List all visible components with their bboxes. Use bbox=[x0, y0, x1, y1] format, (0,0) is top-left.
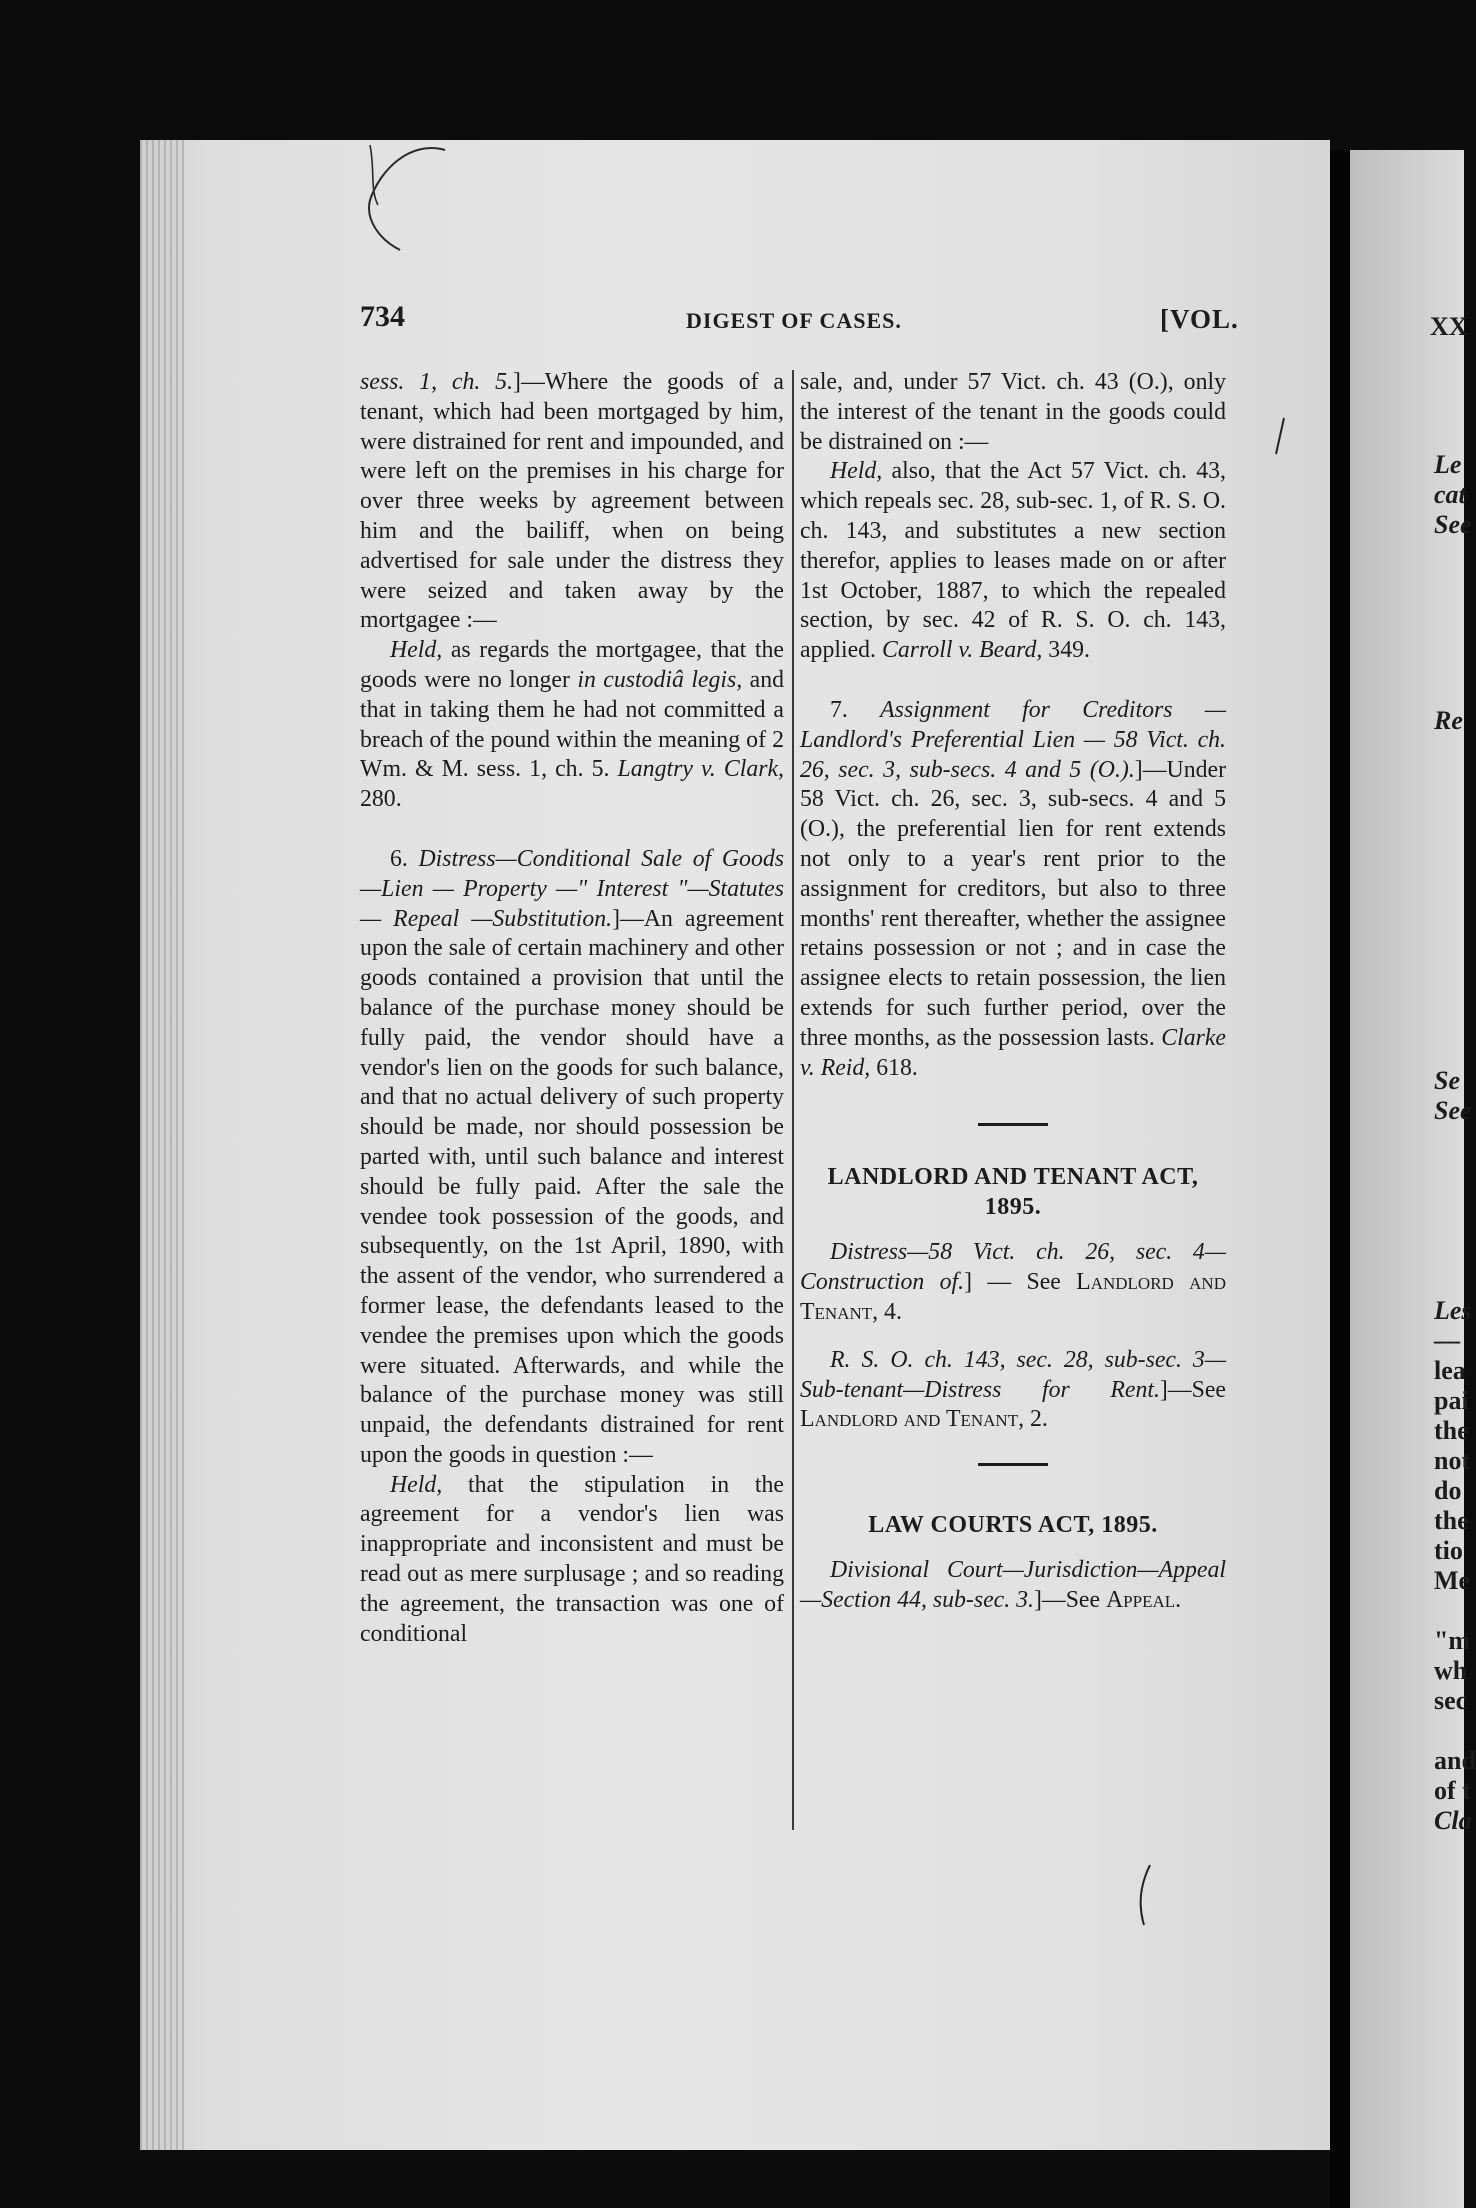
entry-text: ]—An agreement upon the sale of certain machinery and other goods contained a provision that until the balance of the purchase money should be fully paid, the vendor should have a vendor's lien on the goods for such balance, and that no actual delivery of such property should be made, nor should possession be parted with, until such balance and interest should be fully paid. After the sale the vendee took possession of the goods, and subsequently, on the 1st April, 1890, with the assent of the vendor, who surrendered a former lease, the defendants leased to the vendee the premises upon which the goods were situated. Afterwards, and while the balance of the purchase money was still unpaid, the defendants distrained for rent upon the goods in question :— bbox=[360, 905, 784, 1468]
holding-text: as regards the mortgagee, that the goods were no longer bbox=[360, 637, 784, 693]
next-page-fragment: the bbox=[1434, 1506, 1469, 1535]
entry-title: R. S. O. ch. 143, sec. 28, sub-sec. 3—Sub-tenant—Distress for Rent. bbox=[800, 1346, 1226, 1403]
right-column bbox=[800, 368, 1226, 1616]
entry-text: sale, and, under 57 Vict. ch. 43 (O.), only the interest of the tenant in the goods could be distrained on :— bbox=[800, 369, 1226, 455]
next-page-fragment: "m bbox=[1434, 1626, 1471, 1655]
pencil-mark-icon bbox=[340, 130, 480, 270]
latin-phrase: in custodiâ legis, bbox=[577, 666, 743, 693]
entry-continuation bbox=[360, 368, 784, 636]
case-page: 280. bbox=[360, 786, 402, 813]
section-year: 1895. bbox=[984, 1194, 1042, 1221]
entry-number: 7. bbox=[830, 696, 881, 723]
holding-text: also, that the Act 57 Vict. ch. 43, which repeals sec. 28, sub-sec. 1, of R. S. O. ch. 143, and substitutes a new section therefor, applies to leases made on or after 1st October, 1887, to which the repealed section, by sec. 42 of R. S. O. ch. 143, applied. bbox=[800, 458, 1226, 664]
holding-paragraph bbox=[800, 457, 1226, 666]
pencil-tick-icon bbox=[1270, 416, 1290, 456]
case-name: Carroll v. Beard, bbox=[881, 637, 1043, 664]
entry-number: 6. bbox=[390, 845, 419, 872]
next-page-fragment: Les bbox=[1434, 1296, 1472, 1325]
see-text: ]—See bbox=[1159, 1376, 1226, 1403]
cross-reference-entry bbox=[800, 1238, 1226, 1327]
cross-reference-number: , 4. bbox=[872, 1298, 902, 1325]
next-page-fragment: See bbox=[1434, 1096, 1472, 1125]
see-text: ] — See bbox=[964, 1269, 1077, 1296]
next-page-fragment: pai bbox=[1434, 1386, 1469, 1415]
next-page-fragment: not bbox=[1434, 1446, 1471, 1475]
entry-title: Distress—58 Vict. ch. 26, sec. 4—Construction of. bbox=[800, 1239, 1226, 1296]
next-page-fragment: — bbox=[1434, 1326, 1460, 1355]
entry-text: ]—Under 58 Vict. ch. 26, sec. 3, sub-secs. 4 and 5 (O.), the preferential lien for rent extends not only to a year's rent prior to the assignment for creditors, but also to three months' rent thereafter, whether the assignee retains possession or not ; and in case the assignee elects to retain possession, the lien extends for such further period, over the three months, as the possession lasts. bbox=[800, 756, 1226, 1051]
cross-reference-entry bbox=[800, 1346, 1226, 1435]
pencil-tick-icon bbox=[1130, 1860, 1160, 1930]
entry-6 bbox=[360, 845, 784, 1471]
next-page-fragment: of t bbox=[1434, 1776, 1471, 1805]
next-page-fragment: cat bbox=[1434, 480, 1466, 509]
case-page: 618. bbox=[870, 1054, 918, 1081]
next-page-fragment: Cla bbox=[1434, 1806, 1472, 1835]
section-heading-law-courts-act: LAW COURTS ACT, 1895. bbox=[868, 1512, 1158, 1539]
next-page-fragment: lea bbox=[1434, 1356, 1466, 1385]
next-page-fragment: Re bbox=[1434, 706, 1463, 735]
entry-title: Assignment for Creditors — Landlord's Preferential Lien — 58 Vict. ch. 26, sec. 3, sub-secs. 4 and 5 (O.). bbox=[800, 696, 1227, 783]
next-page-fragment: and bbox=[1434, 1746, 1476, 1775]
cross-reference: Landlord and Tenant bbox=[800, 1269, 1226, 1325]
section-heading-landlord-tenant-act bbox=[800, 1162, 1226, 1222]
next-page-fragment: sec bbox=[1434, 1686, 1468, 1715]
page-edge-shading bbox=[140, 140, 184, 2150]
held-label: Held, bbox=[830, 458, 883, 485]
entry-continuation bbox=[800, 368, 1226, 457]
volume-label: [VOL. bbox=[1160, 304, 1239, 334]
entry-7 bbox=[800, 696, 1226, 1083]
held-label: Held, bbox=[390, 1471, 443, 1498]
left-column bbox=[360, 368, 784, 1649]
holding-paragraph bbox=[360, 1471, 784, 1650]
holding-text: and that in taking them he had not committed a breach of the pound within the meaning of 2 Wm. & M. sess. 1, ch. 5. bbox=[360, 666, 784, 783]
next-page-fragment: tio bbox=[1434, 1536, 1463, 1565]
column-divider bbox=[792, 370, 794, 1830]
holding-text: that the stipulation in the agreement for a vendor's lien was inappropriate and inconsistent and must be read out as mere surplusage ; and so reading the agreement, the transaction was one of conditional bbox=[360, 1471, 784, 1647]
book-gutter bbox=[1330, 150, 1350, 2208]
next-page-fragment: XX bbox=[1430, 312, 1468, 341]
cross-reference: Appeal. bbox=[1106, 1586, 1182, 1613]
next-page-fragment: do bbox=[1434, 1476, 1462, 1505]
next-page-fragment: Me bbox=[1434, 1566, 1471, 1595]
case-name: Langtry v. Clark, bbox=[617, 756, 784, 783]
next-page-fragment: the bbox=[1434, 1416, 1469, 1445]
entry-title: Divisional Court—Jurisdiction—Appeal—Section 44, sub-sec. 3. bbox=[800, 1557, 1226, 1613]
entry-title: Distress—Conditional Sale of Goods—Lien — Property —" Interest "—Statutes — Repeal —Substitution. bbox=[360, 845, 785, 932]
entry-text: ]—Where the goods of a tenant, which had been mortgaged by him, were distrained for rent and impounded, and were left on the premises in his charge for over three weeks by agreement between him and the bailiff, when on being advertised for sale under the distress they were seized and taken away by the mortgagee :— bbox=[360, 369, 784, 634]
next-page-fragment: Se bbox=[1434, 1066, 1460, 1095]
cross-reference: Landlord and Tenant bbox=[800, 1406, 1019, 1433]
citation-fragment: sess. 1, ch. 5. bbox=[360, 369, 514, 395]
next-page-edge bbox=[1350, 150, 1476, 2208]
case-page: 349. bbox=[1042, 637, 1090, 664]
page-number: 734 bbox=[360, 300, 405, 333]
held-label: Held, bbox=[390, 637, 443, 664]
section-title: LANDLORD AND TENANT ACT, bbox=[827, 1164, 1199, 1191]
holding-paragraph bbox=[360, 636, 784, 815]
cross-reference-entry bbox=[800, 1556, 1226, 1616]
next-page-fragment: Le bbox=[1434, 450, 1462, 479]
next-page-fragment: See bbox=[1434, 510, 1472, 539]
running-head: DIGEST OF CASES. bbox=[686, 308, 902, 333]
cross-reference-number: , 2. bbox=[1018, 1406, 1048, 1433]
see-text: ]—See bbox=[1033, 1586, 1106, 1613]
next-page-fragment: wh bbox=[1434, 1656, 1468, 1685]
case-name: Clarke v. Reid, bbox=[800, 1024, 1226, 1081]
